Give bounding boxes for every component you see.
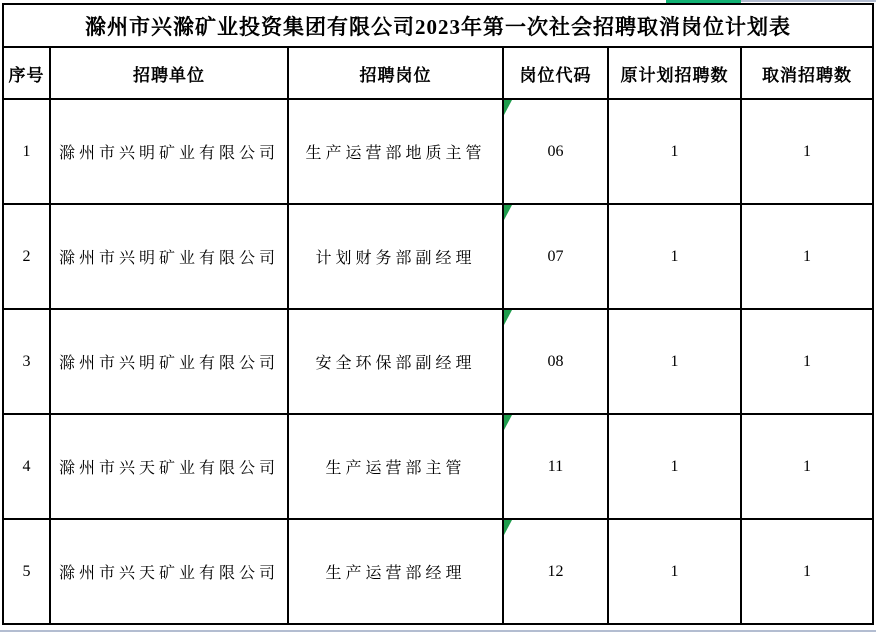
- header-cancelled[interactable]: 取消招聘数: [741, 47, 873, 99]
- cell-planned[interactable]: 1: [608, 519, 741, 624]
- error-indicator-icon: [504, 205, 512, 220]
- cell-code-value: 07: [547, 247, 564, 265]
- cell-position[interactable]: 生产运营部主管: [288, 414, 503, 519]
- cell-planned[interactable]: 1: [608, 99, 741, 204]
- table-row: [3, 99, 873, 204]
- cell-code-value: 11: [547, 457, 564, 475]
- cell-code[interactable]: [503, 414, 608, 519]
- cell-no[interactable]: 5: [3, 519, 50, 624]
- header-code[interactable]: 岗位代码: [503, 47, 608, 99]
- header-no[interactable]: 序号: [3, 47, 50, 99]
- cell-unit[interactable]: 滁州市兴明矿业有限公司: [50, 99, 288, 204]
- cell-cancelled[interactable]: 1: [741, 204, 873, 309]
- cell-code-value: 06: [547, 142, 564, 160]
- cell-planned[interactable]: 1: [608, 309, 741, 414]
- cell-unit[interactable]: 滁州市兴天矿业有限公司: [50, 519, 288, 624]
- cell-position[interactable]: 生产运营部地质主管: [288, 99, 503, 204]
- error-indicator-icon: [504, 100, 512, 115]
- cell-planned[interactable]: 1: [608, 414, 741, 519]
- gridline-top: [741, 0, 876, 2]
- error-indicator-icon: [504, 415, 512, 430]
- table-row: [3, 414, 873, 519]
- cell-code[interactable]: [503, 99, 608, 204]
- cell-no[interactable]: 4: [3, 414, 50, 519]
- cell-cancelled[interactable]: 1: [741, 309, 873, 414]
- cell-no[interactable]: 2: [3, 204, 50, 309]
- cell-cancelled[interactable]: 1: [741, 414, 873, 519]
- header-unit[interactable]: 招聘单位: [50, 47, 288, 99]
- table-row: [3, 519, 873, 624]
- cell-planned[interactable]: 1: [608, 204, 741, 309]
- header-position[interactable]: 招聘岗位: [288, 47, 503, 99]
- cell-position[interactable]: 生产运营部经理: [288, 519, 503, 624]
- table-row: [3, 204, 873, 309]
- header-planned[interactable]: 原计划招聘数: [608, 47, 741, 99]
- cell-unit[interactable]: 滁州市兴明矿业有限公司: [50, 309, 288, 414]
- cell-code[interactable]: [503, 519, 608, 624]
- cell-code[interactable]: [503, 309, 608, 414]
- cell-position[interactable]: 安全环保部副经理: [288, 309, 503, 414]
- cell-unit[interactable]: 滁州市兴明矿业有限公司: [50, 204, 288, 309]
- gridline-bottom: [0, 630, 876, 632]
- cell-position[interactable]: 计划财务部副经理: [288, 204, 503, 309]
- recruitment-cancellation-table: [2, 3, 874, 625]
- table-title-cell[interactable]: 滁州市兴滁矿业投资集团有限公司2023年第一次社会招聘取消岗位计划表: [3, 4, 873, 47]
- cell-code[interactable]: [503, 204, 608, 309]
- cell-no[interactable]: 3: [3, 309, 50, 414]
- cell-no[interactable]: 1: [3, 99, 50, 204]
- cell-code-value: 08: [547, 352, 564, 370]
- cell-code-value: 12: [547, 562, 564, 580]
- cell-unit[interactable]: 滁州市兴天矿业有限公司: [50, 414, 288, 519]
- cell-cancelled[interactable]: 1: [741, 519, 873, 624]
- cell-cancelled[interactable]: 1: [741, 99, 873, 204]
- error-indicator-icon: [504, 310, 512, 325]
- table-row: [3, 309, 873, 414]
- error-indicator-icon: [504, 520, 512, 535]
